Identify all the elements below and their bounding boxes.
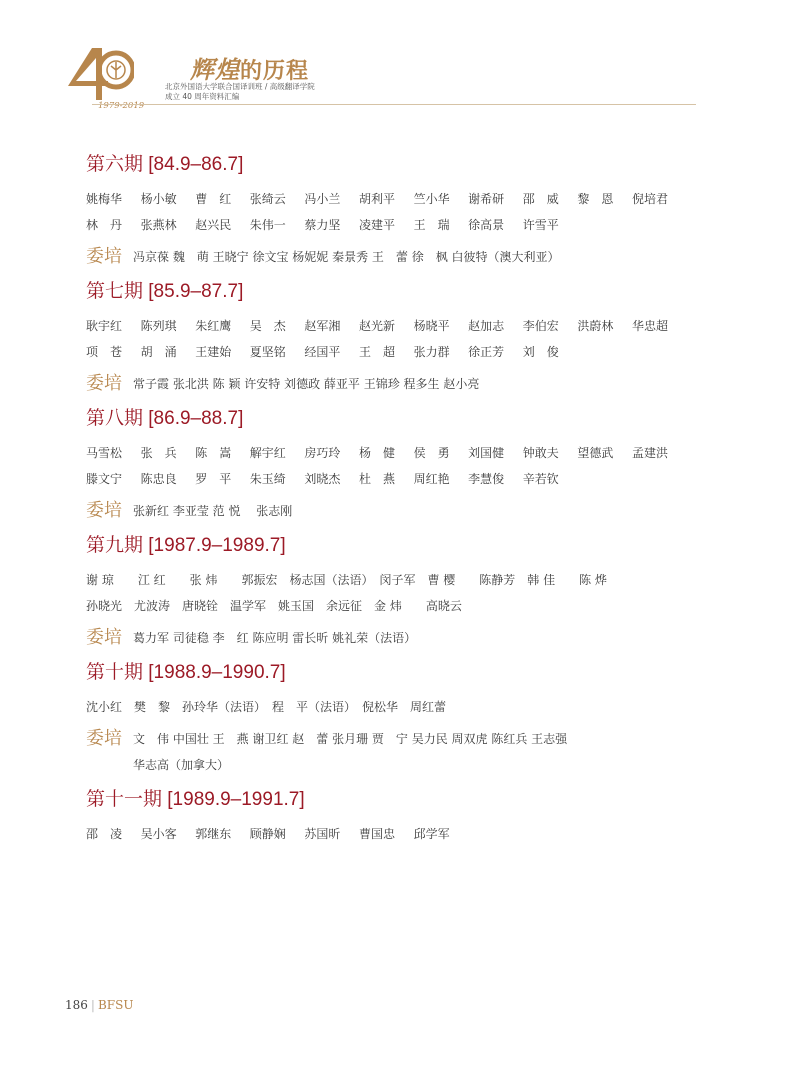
student-name: 赵军湘 <box>304 319 341 333</box>
footer-brand: BFSU <box>97 998 134 1012</box>
spacer <box>86 686 706 694</box>
entrusted-training-row <box>86 371 706 397</box>
student-name: 邵 威 <box>522 192 559 206</box>
anniversary-logo-icon <box>62 44 134 102</box>
student-name: 谢希研 <box>468 192 505 206</box>
student-name: 曹 红 <box>195 192 232 206</box>
spacer <box>86 270 706 279</box>
student-name: 张绮云 <box>249 192 286 206</box>
section-title: 第七期 [85.9–87.7] <box>86 281 244 302</box>
name-row <box>86 567 706 593</box>
entrusted-training-names <box>133 625 706 651</box>
student-name: 孙晓光 尤波涛 唐晓铨 温学军 姚玉国 余远征 金 炜 高晓云 <box>86 599 462 613</box>
name-grid <box>86 821 706 847</box>
spacer <box>86 305 706 313</box>
student-name: 徐高景 <box>468 218 505 232</box>
header-subtitle-line2: 成立 40 周年资料汇编 <box>165 92 240 101</box>
name-row <box>86 694 706 720</box>
student-name: 沈小红 樊 黎 孙玲华（法语） 程 平（法语） 倪松华 周红蕾 <box>86 700 447 714</box>
name-row <box>86 212 706 238</box>
entrusted-training-label: 委培 <box>86 373 122 394</box>
student-name: 张燕林 <box>140 218 177 232</box>
footer-separator: | <box>90 998 95 1012</box>
page-header <box>58 44 698 111</box>
section-title: 第十一期 [1989.9–1991.7] <box>86 789 305 810</box>
header-divider <box>92 104 696 105</box>
student-name: 杨晓平 <box>413 319 450 333</box>
student-name: 罗 平 <box>195 472 232 486</box>
student-name: 耿宇红 <box>86 319 123 333</box>
entrusted-training-row <box>86 244 706 270</box>
student-name: 夏坚铭 <box>249 345 286 359</box>
spacer <box>86 178 706 186</box>
student-name: 郭继东 <box>195 827 232 841</box>
student-name: 姚梅华 <box>86 192 123 206</box>
student-name: 赵兴民 <box>195 218 232 232</box>
spacer <box>86 559 706 567</box>
name-row <box>86 186 706 212</box>
class-section <box>86 152 706 279</box>
student-name: 李慧俊 <box>468 472 505 486</box>
entrusted-training-label: 委培 <box>86 728 122 749</box>
student-name: 陈忠良 <box>140 472 177 486</box>
header-title <box>190 50 309 85</box>
entrusted-training-label: 委培 <box>86 246 122 267</box>
entrusted-training-row <box>86 625 706 651</box>
student-name: 黎 恩 <box>577 192 614 206</box>
student-name: 吴小客 <box>140 827 177 841</box>
name-grid <box>86 567 706 619</box>
student-name: 冯小兰 <box>304 192 341 206</box>
student-name: 徐正芳 <box>468 345 505 359</box>
spacer <box>86 397 706 406</box>
student-name: 陈 嵩 <box>195 446 232 460</box>
student-name: 滕文宁 <box>86 472 123 486</box>
student-name: 朱伟一 <box>249 218 286 232</box>
entrusted-training-label: 委培 <box>86 627 122 648</box>
student-name: 张力群 <box>413 345 450 359</box>
spacer <box>86 524 706 533</box>
page-number: 186 <box>65 998 88 1012</box>
student-name: 朱红鹰 <box>195 319 232 333</box>
student-name: 张 兵 <box>140 446 177 460</box>
student-name: 刘 俊 <box>522 345 559 359</box>
class-section <box>86 660 706 787</box>
student-name: 邵 凌 <box>86 827 123 841</box>
class-section <box>86 787 706 856</box>
class-section <box>86 279 706 406</box>
student-name: 洪蔚林 <box>577 319 614 333</box>
page-footer <box>65 998 133 1012</box>
entrusted-names-line: 华志高（加拿大） <box>133 758 230 772</box>
student-name: 邱学军 <box>413 827 450 841</box>
name-grid <box>86 186 706 238</box>
student-name: 解宇红 <box>249 446 286 460</box>
student-name: 苏国昕 <box>304 827 341 841</box>
student-name: 曹国忠 <box>358 827 395 841</box>
student-name: 陈列琪 <box>140 319 177 333</box>
student-name: 望德武 <box>577 446 614 460</box>
student-name: 顾静娴 <box>249 827 286 841</box>
spacer <box>86 847 706 856</box>
student-name: 朱玉绮 <box>249 472 286 486</box>
student-name: 辛若钦 <box>522 472 559 486</box>
student-name: 杨小敏 <box>140 192 177 206</box>
entrusted-training-names <box>133 726 706 778</box>
student-name: 刘国健 <box>468 446 505 460</box>
entrusted-training-names <box>133 498 706 524</box>
student-name: 谢 琼 江 红 张 炜 郭振宏 杨志国（法语） 闵子军 曹 樱 陈静芳 韩 佳 陈 烨 <box>86 573 607 587</box>
header-subtitle-line1: 北京外国语大学联合国译训班 / 高级翻译学院 <box>165 82 315 91</box>
entrusted-training-row <box>86 726 706 778</box>
student-name: 赵光新 <box>358 319 395 333</box>
name-grid <box>86 313 706 365</box>
student-name: 胡利平 <box>358 192 395 206</box>
class-section <box>86 533 706 660</box>
section-title: 第十期 [1988.9–1990.7] <box>86 662 286 683</box>
student-name: 华忠超 <box>631 319 668 333</box>
student-name: 孟建洪 <box>631 446 668 460</box>
name-row <box>86 821 706 847</box>
header-title-brand: 辉煌 <box>190 55 240 84</box>
student-name: 胡 涌 <box>140 345 177 359</box>
header-subtitle <box>165 82 315 102</box>
section-title: 第八期 [86.9–88.7] <box>86 408 244 429</box>
section-title: 第六期 [84.9–86.7] <box>86 154 244 175</box>
entrusted-training-names <box>133 371 706 397</box>
entrusted-training-label: 委培 <box>86 500 122 521</box>
name-row <box>86 339 706 365</box>
spacer <box>86 778 706 787</box>
student-name: 凌建平 <box>358 218 395 232</box>
student-name: 钟敢夫 <box>522 446 559 460</box>
header-title-rest: 的历程 <box>240 58 310 84</box>
student-name: 刘晓杰 <box>304 472 341 486</box>
student-name: 倪培君 <box>631 192 668 206</box>
student-name: 竺小华 <box>413 192 450 206</box>
name-row <box>86 593 706 619</box>
student-name: 许雪平 <box>522 218 559 232</box>
spacer <box>86 651 706 660</box>
name-row <box>86 440 706 466</box>
entrusted-names-line: 文 伟 中国壮 王 燕 谢卫红 赵 蕾 张月珊 贾 宁 吴力民 周双虎 陈红兵 王志强 <box>133 732 568 746</box>
student-name: 经国平 <box>304 345 341 359</box>
student-name: 杨 健 <box>358 446 395 460</box>
student-name: 房巧玲 <box>304 446 341 460</box>
student-name: 马雪松 <box>86 446 123 460</box>
entrusted-names-line: 常子霞 张北洪 陈 颖 许安特 刘德政 薛亚平 王锦珍 程多生 赵小亮 <box>133 377 480 391</box>
entrusted-names-line: 葛力军 司徒稳 李 红 陈应明 雷长昕 姚礼荣（法语） <box>133 631 417 645</box>
entrusted-training-names <box>133 244 706 270</box>
name-row <box>86 466 706 492</box>
student-name: 王建始 <box>195 345 232 359</box>
roster-content <box>86 152 706 856</box>
student-name: 李伯宏 <box>522 319 559 333</box>
name-row <box>86 313 706 339</box>
entrusted-training-row <box>86 498 706 524</box>
section-title: 第九期 [1987.9–1989.7] <box>86 535 286 556</box>
class-section <box>86 406 706 533</box>
spacer <box>86 432 706 440</box>
student-name: 蔡力坚 <box>304 218 341 232</box>
student-name: 周红艳 <box>413 472 450 486</box>
student-name: 林 丹 <box>86 218 123 232</box>
entrusted-names-line: 张新红 李亚莹 范 悦 张志刚 <box>133 504 293 518</box>
name-grid <box>86 694 706 720</box>
student-name: 王 瑞 <box>413 218 450 232</box>
student-name: 赵加志 <box>468 319 505 333</box>
student-name: 王 超 <box>358 345 395 359</box>
spacer <box>86 813 706 821</box>
student-name: 吴 杰 <box>249 319 286 333</box>
name-grid <box>86 440 706 492</box>
entrusted-names-line: 冯京葆 魏 萌 王晓宁 徐文宝 杨妮妮 秦景秀 王 蕾 徐 枫 白彼特（澳大利亚） <box>133 250 560 264</box>
student-name: 项 苍 <box>86 345 123 359</box>
student-name: 侯 勇 <box>413 446 450 460</box>
header-years: 1979-2019 <box>98 101 145 111</box>
student-name: 杜 燕 <box>358 472 395 486</box>
